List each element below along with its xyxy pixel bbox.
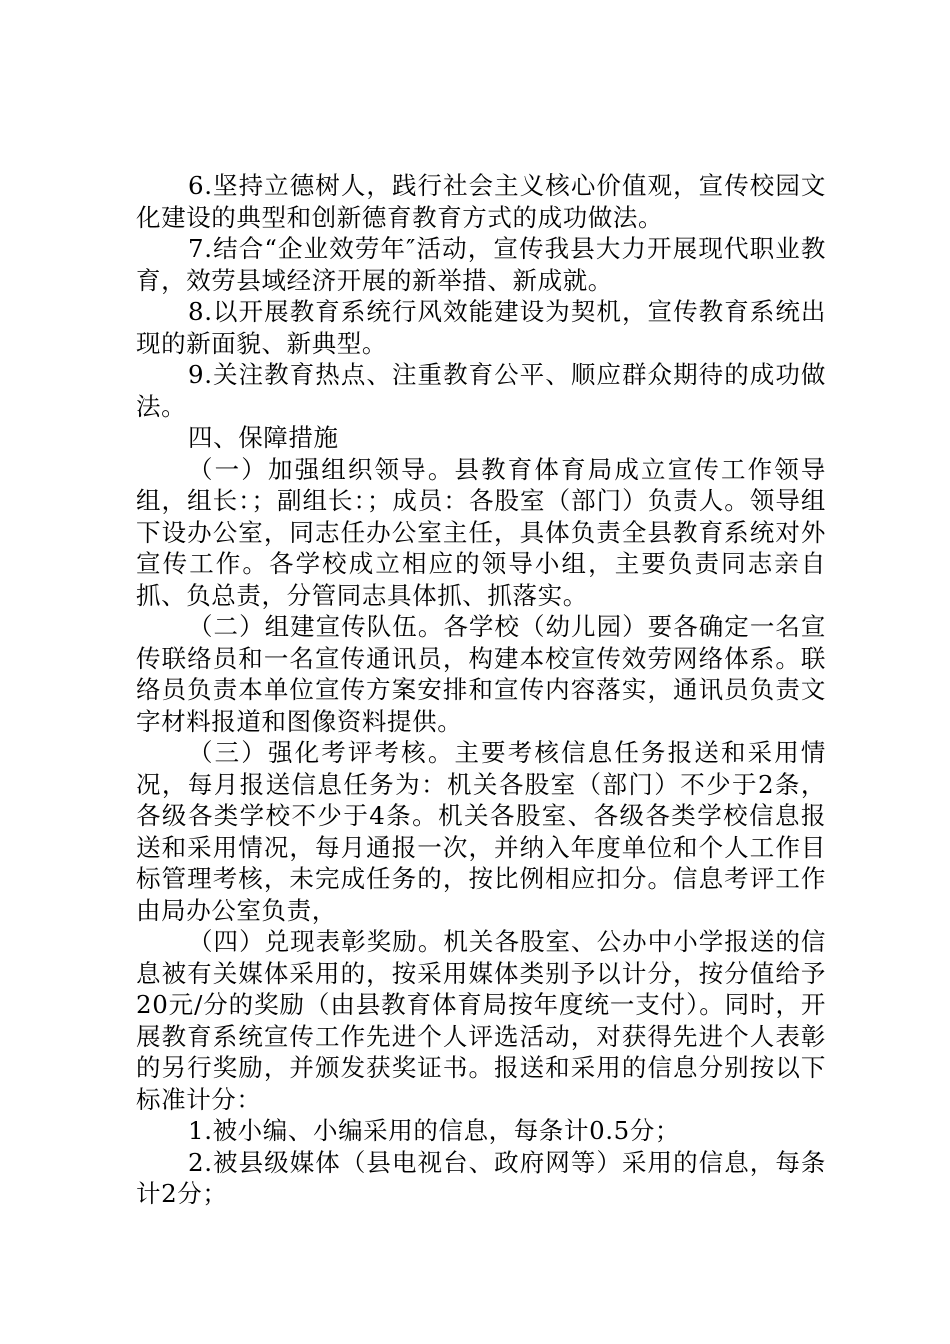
scoring-item-1: 1.被小编、小编采用的信息，每条计0.5分；: [188, 1116, 681, 1145]
item-8-paragraph: 8.以开展教育系统行风效能建设为契机，宣传教育系统出现的新面貌、新典型。: [136, 297, 826, 358]
section-heading-safeguards: 四、保障措施: [188, 423, 339, 452]
document-body: [136, 170, 826, 1210]
measure-3-paragraph: （三）强化考评考核。主要考核信息任务报送和采用情况，每月报送信息任务为：机关各股室（部门）不少于2条，各级各类学校不少于4条。机关各股室、各级各类学校信息报送和采用情况，每月通报一次，并纳入年度单位和个人工作目标管理考核，未完成任务的，按比例相应扣分。信息考评工作由局办公室负责，: [136, 738, 826, 925]
measure-2-paragraph: （二）组建宣传队伍。各学校（幼儿园）要各确定一名宣传联络员和一名宣传通讯员，构建本校宣传效劳网络体系。联络员负责本单位宣传方案安排和宣传内容落实，通讯员负责文字材料报道和图像资料提供。: [136, 612, 826, 736]
measure-1-paragraph: （一）加强组织领导。县教育体育局成立宣传工作领导组，组长：；副组长：；成员：各股室（部门）负责人。领导组下设办公室，同志任办公室主任，具体负责全县教育系统对外宣传工作。各学校成立相应的领导小组，主要负责同志亲自抓、负总责，分管同志具体抓、抓落实。: [136, 454, 826, 610]
scoring-item-2: 2.被县级媒体（县电视台、政府网等）采用的信息，每条计2分；: [136, 1147, 826, 1208]
item-9-paragraph: 9.关注教育热点、注重教育公平、顺应群众期待的成功做法。: [136, 360, 826, 421]
item-6-paragraph: 6.坚持立德树人，践行社会主义核心价值观，宣传校园文化建设的典型和创新德育教育方式的成功做法。: [136, 171, 826, 232]
measure-4-paragraph: （四）兑现表彰奖励。机关各股室、公办中小学报送的信息被有关媒体采用的，按采用媒体类别予以计分，按分值给予20元/分的奖励（由县教育体育局按年度统一支付）。同时，开展教育系统宣传工作先进个人评选活动，对获得先进个人表彰的另行奖励，并颁发获奖证书。报送和采用的信息分别按以下标准计分：: [136, 927, 826, 1114]
item-7-paragraph: 7.结合“企业效劳年″活动，宣传我县大力开展现代职业教育，效劳县域经济开展的新举措、新成就。: [136, 234, 826, 295]
